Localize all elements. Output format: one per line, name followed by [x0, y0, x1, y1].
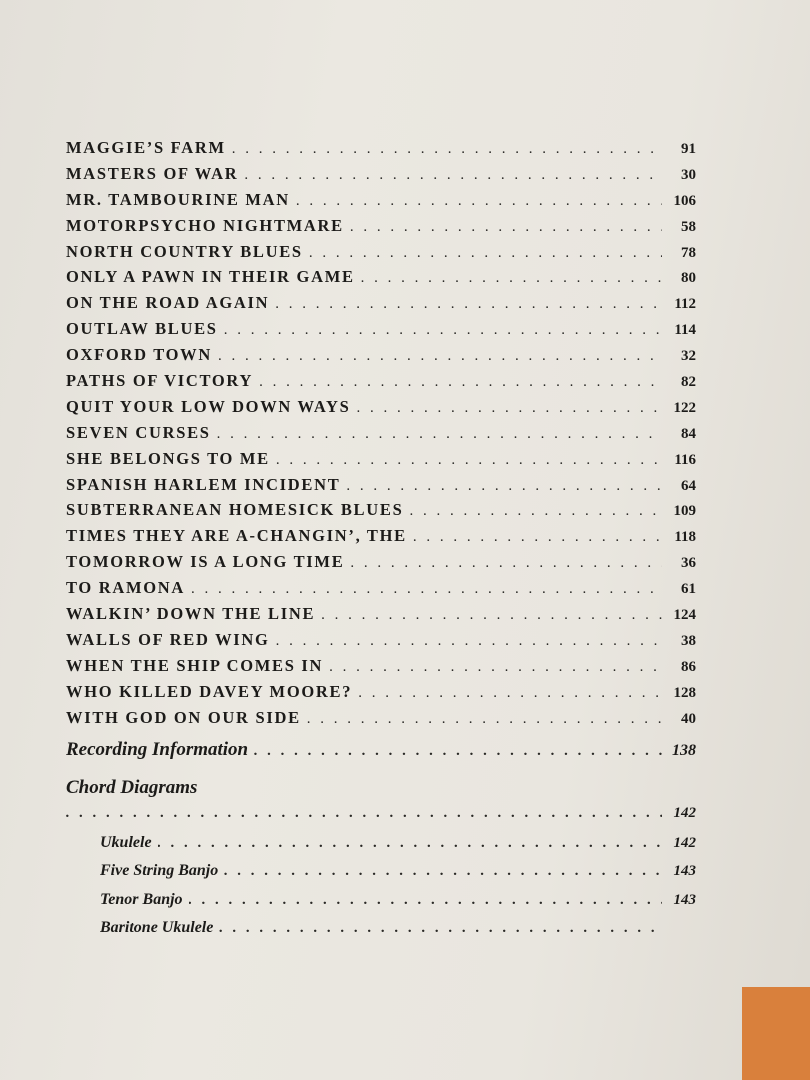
- page-number: 38: [681, 632, 696, 649]
- dot-leader: [232, 141, 662, 158]
- page-number: 82: [681, 374, 696, 391]
- toc-entry-song: [66, 682, 696, 708]
- page-number: 138: [672, 742, 696, 760]
- page-number: 64: [681, 477, 696, 494]
- dot-leader: [413, 529, 662, 546]
- page-number: 61: [681, 581, 696, 598]
- dot-leader: [276, 452, 662, 469]
- toc-entry-song: [66, 242, 696, 268]
- song-title: WALLS OF RED WING: [66, 629, 270, 649]
- page-number: 58: [681, 218, 696, 235]
- dot-leader: [217, 426, 662, 443]
- song-title: PATHS OF VICTORY: [66, 371, 254, 391]
- song-title: WHO KILLED DAVEY MOORE?: [66, 681, 353, 701]
- dot-leader: [218, 348, 662, 365]
- instrument-title: Tenor Banjo: [100, 890, 183, 908]
- toc-entry-song: [66, 630, 696, 656]
- page-number: 143: [673, 863, 696, 880]
- page-number: 30: [681, 166, 696, 183]
- toc-entry-song: [66, 267, 696, 293]
- toc-entry-song: [66, 345, 696, 371]
- page-number: 116: [674, 451, 696, 468]
- toc-entry-song: [66, 708, 696, 734]
- toc-entry-song: [66, 500, 696, 526]
- song-title: SEVEN CURSES: [66, 422, 211, 442]
- toc-subentry-instrument: [100, 862, 696, 891]
- dot-leader: [66, 805, 662, 822]
- song-title: MASTERS OF WAR: [66, 163, 239, 183]
- entry-title: Recording Information: [66, 739, 249, 761]
- page-number: 36: [681, 555, 696, 572]
- orange-bookmark-tab: [742, 987, 810, 1080]
- instrument-title: Ukulele: [100, 833, 152, 851]
- song-title: MOTORPSYCHO NIGHTMARE: [66, 215, 344, 235]
- dot-leader: [158, 835, 662, 852]
- dot-leader: [224, 322, 662, 339]
- song-title: MR. TAMBOURINE MAN: [66, 189, 290, 209]
- toc-entry-song: [66, 552, 696, 578]
- song-title: MAGGIE’S FARM: [66, 138, 226, 157]
- dot-leader: [309, 245, 662, 262]
- page-number: 109: [673, 503, 696, 520]
- song-title: SUBTERRANEAN HOMESICK BLUES: [66, 500, 404, 520]
- page-number: 124: [673, 607, 696, 624]
- song-title: TOMORROW IS A LONG TIME: [66, 552, 345, 572]
- song-title: QUIT YOUR LOW DOWN WAYS: [66, 396, 351, 416]
- page-number: 118: [674, 529, 696, 546]
- song-title: SHE BELONGS TO ME: [66, 448, 270, 468]
- dot-leader: [361, 270, 662, 287]
- toc-entry-song: [66, 216, 696, 242]
- song-title: ON THE ROAD AGAIN: [66, 293, 270, 313]
- page-number: 80: [681, 270, 696, 287]
- dot-leader: [224, 863, 662, 880]
- page-number: 142: [673, 834, 696, 851]
- table-of-contents: [66, 138, 696, 948]
- page-number: 91: [681, 141, 696, 157]
- toc-subentry-instrument: [100, 919, 696, 948]
- toc-entry-song: [66, 319, 696, 345]
- dot-leader: [358, 685, 662, 702]
- page-number: 128: [673, 684, 696, 701]
- dot-leader: [329, 659, 662, 676]
- dot-leader: [409, 503, 662, 520]
- instrument-title: Baritone Ukulele: [100, 919, 214, 937]
- toc-entry-song: [66, 604, 696, 630]
- dot-leader: [244, 167, 662, 184]
- page-number: 143: [673, 891, 696, 908]
- toc-entry-song: [66, 397, 696, 423]
- page-number: 122: [673, 399, 696, 416]
- page-number: 112: [674, 296, 696, 313]
- page-number: 40: [681, 710, 696, 727]
- song-title: TIMES THEY ARE A-CHANGIN’, THE: [66, 526, 407, 546]
- dot-leader: [296, 193, 662, 210]
- toc-subentry-chord-diagrams-page: [66, 805, 696, 834]
- song-title: WITH GOD ON OUR SIDE: [66, 707, 301, 727]
- toc-entry-song: [66, 449, 696, 475]
- dot-leader: [189, 892, 662, 909]
- dot-leader: [191, 581, 662, 598]
- page-number: 114: [674, 322, 696, 339]
- song-list: [66, 138, 696, 733]
- page-number: 32: [681, 348, 696, 365]
- toc-entry-song: [66, 578, 696, 604]
- dot-leader: [254, 743, 662, 760]
- song-title: OXFORD TOWN: [66, 345, 212, 365]
- song-title: WALKIN’ DOWN THE LINE: [66, 604, 316, 624]
- toc-entry-recording-information: [66, 739, 696, 773]
- toc-entry-chord-diagrams: [66, 777, 696, 805]
- toc-entry-song: [66, 138, 696, 164]
- page-number: 78: [681, 244, 696, 261]
- song-title: OUTLAW BLUES: [66, 319, 218, 339]
- instrument-title: Five String Banjo: [100, 862, 219, 880]
- dot-leader: [276, 633, 662, 650]
- song-title: WHEN THE SHIP COMES IN: [66, 655, 324, 675]
- toc-entry-song: [66, 164, 696, 190]
- chord-diagram-list: [66, 834, 696, 948]
- dot-leader: [350, 219, 662, 236]
- toc-entry-song: [66, 190, 696, 216]
- toc-entry-song: [66, 656, 696, 682]
- dot-leader: [259, 374, 662, 391]
- toc-entry-song: [66, 293, 696, 319]
- dot-leader: [346, 478, 662, 495]
- toc-entry-song: [66, 526, 696, 552]
- dot-leader: [357, 400, 662, 417]
- page-number: 106: [673, 192, 696, 209]
- dot-leader: [350, 555, 662, 572]
- page-number: 84: [681, 425, 696, 442]
- song-title: TO RAMONA: [66, 578, 186, 598]
- toc-subentry-instrument: [100, 834, 696, 863]
- page-number: 86: [681, 658, 696, 675]
- dot-leader: [219, 920, 662, 937]
- toc-subentry-instrument: [100, 891, 696, 920]
- song-title: SPANISH HARLEM INCIDENT: [66, 474, 341, 494]
- dot-leader: [307, 711, 662, 728]
- toc-entry-song: [66, 475, 696, 501]
- dot-leader: [321, 607, 662, 624]
- dot-leader: [275, 296, 662, 313]
- page-number: 142: [673, 805, 696, 822]
- entry-title: Chord Diagrams: [66, 777, 198, 799]
- toc-entry-song: [66, 371, 696, 397]
- song-title: ONLY A PAWN IN THEIR GAME: [66, 267, 355, 287]
- song-title: NORTH COUNTRY BLUES: [66, 241, 303, 261]
- toc-entry-song: [66, 423, 696, 449]
